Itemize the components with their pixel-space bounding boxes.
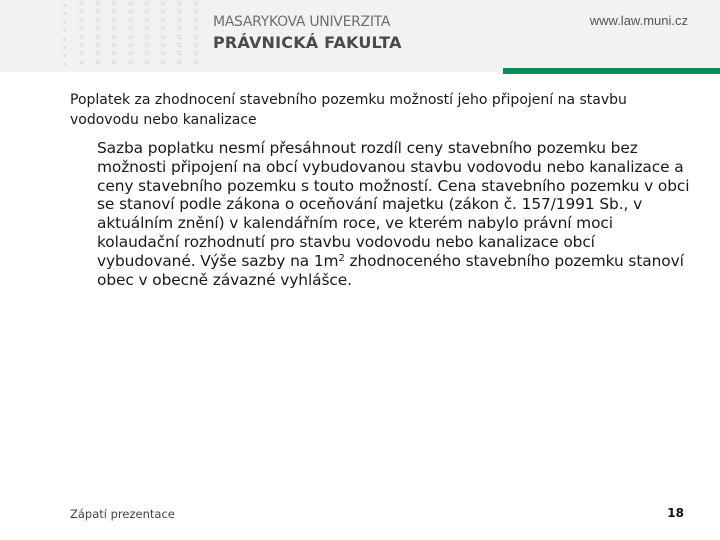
slide-heading: Poplatek za zhodnocení stavebního pozemku možností jeho připojení na stavbu vodovodu nebo kanalizace <box>70 92 627 128</box>
faculty-name: PRÁVNICKÁ FAKULTA <box>213 33 402 52</box>
website-url: www.law.muni.cz <box>589 13 688 28</box>
body-text-part2: zhodnoceného stavebního pozemku stanoví obec v obecně závazné vyhlášce. <box>97 251 684 289</box>
university-name: MASARYKOVA UNIVERZITA <box>213 14 391 30</box>
footer-text: Zápatí prezentace <box>70 507 175 521</box>
logo-pattern: ∘ ⸋ ⸋ ⸋ ⸋ ⸋ ⸋ ⸋ ⸋ ∘ ⸋ ⸋ ⸋ ⸋ ⸋ ⸋ ⸋ ⸋ ∘ ⸋ ⸋ ⸋ ⸋ ⸋ ⸋ ⸋ ⸋ ∘ ⸋ ⸋ ⸋ ⸋ ⸋ ⸋ ⸋ ⸋ ∘ ⸋ ⸋ ⸋ ⸋ ⸋ ⸋ ⸋ ⸋ ∘ ⸋ ⸋ ⸋ ⸋ ⸋ ⸋ ⸋ ⸋ ∘ ⸋ ⸋ ⸋ ⸋ ⸋ ⸋ ⸋ ⸋ ∘ ⸋ ⸋ ⸋ ⸋ ⸋ ⸋ ⸋ ⸋ <box>62 1 202 70</box>
slide-body-text <box>97 139 697 289</box>
slide-header <box>0 0 720 72</box>
body-text-part1: Sazba poplatku nesmí přesáhnout rozdíl ceny stavebního pozemku bez možnosti připojení na obcí vybudovanou stavbu vodovodu nebo kanalizace a ceny stavebního pozemku s touto možností. Cena stavebního pozemku v obci se stanoví podle zákona o oceňování majetku (zákon č. 157/1991 Sb., v aktuálním znění) v kalendářním roce, ve kterém nabylo právní moci kolaudační rozhodnutí pro stavbu vodovodu nebo kanalizace obcí vybudované. Výše sazby na 1m <box>97 139 690 270</box>
body-superscript: 2 <box>338 252 345 264</box>
accent-bar <box>503 68 720 74</box>
page-number: 18 <box>667 506 684 520</box>
